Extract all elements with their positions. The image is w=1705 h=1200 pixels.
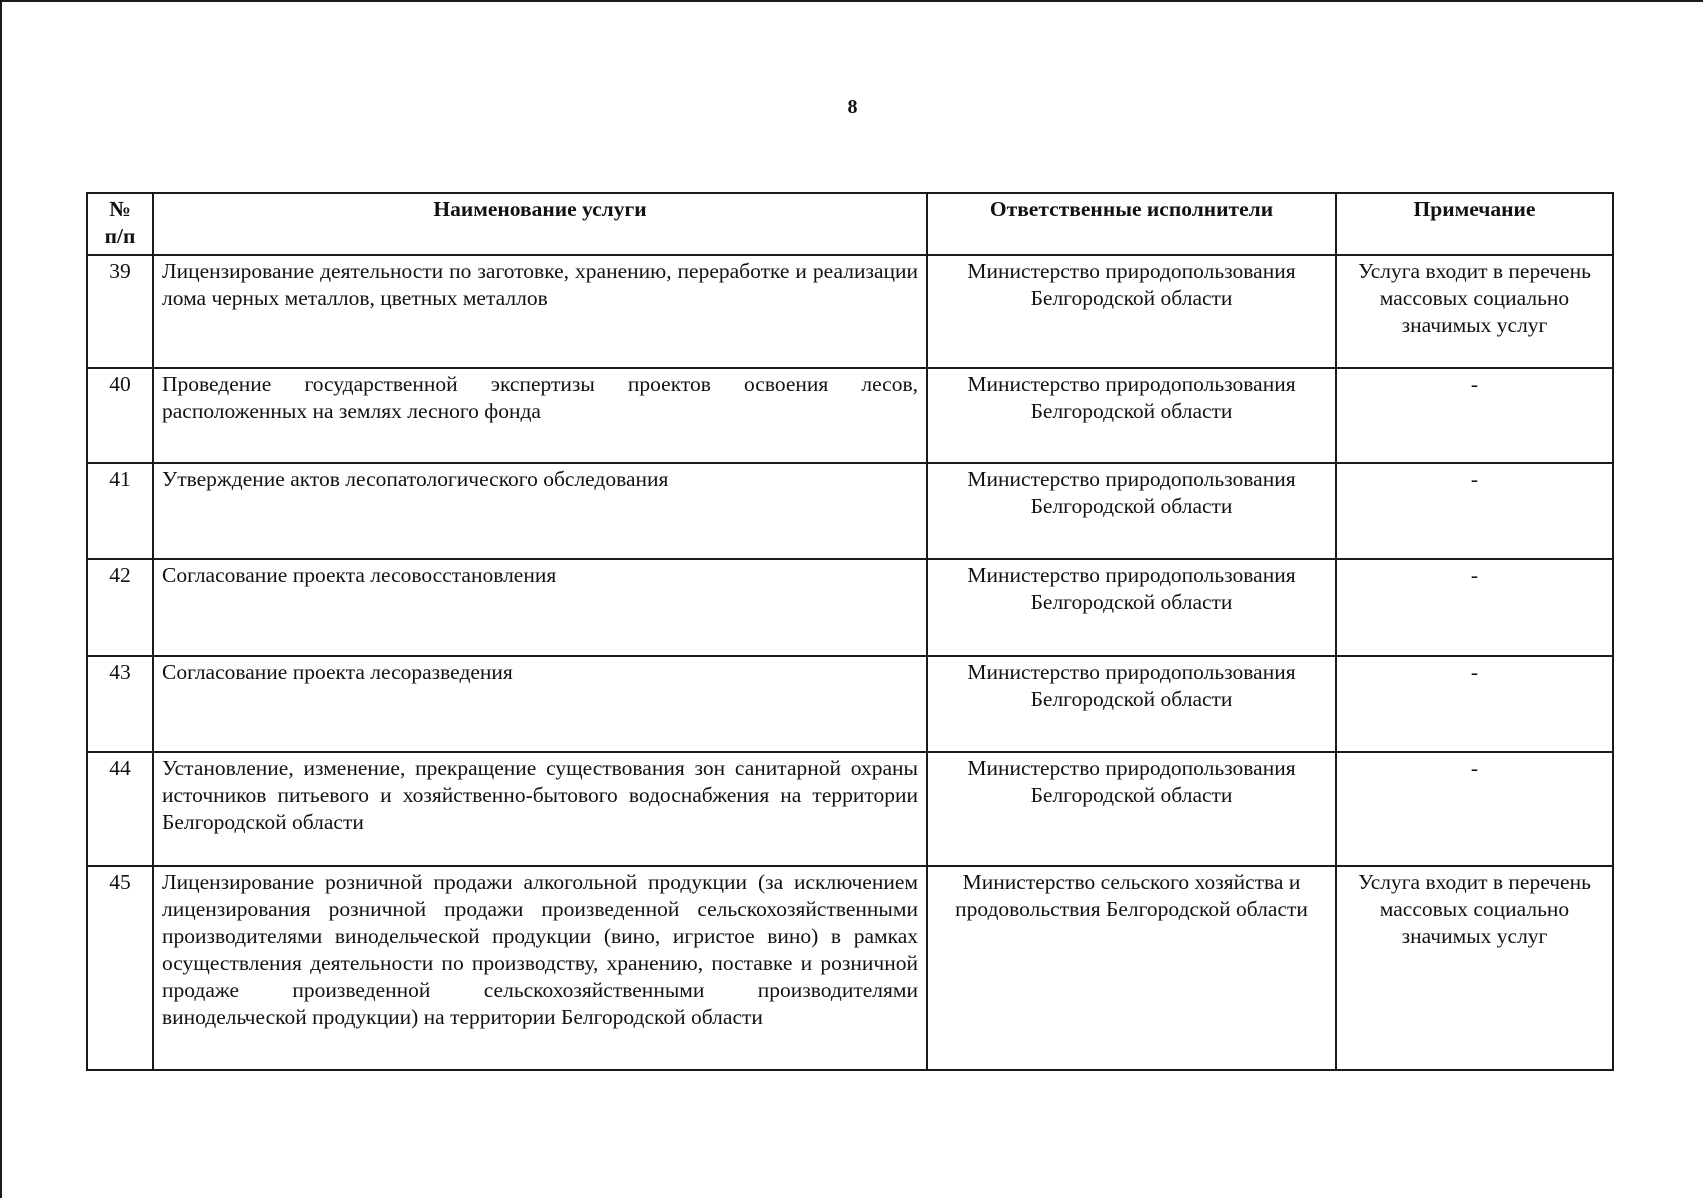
service-name <box>153 463 927 559</box>
note: Услуга входит в перечень массовых социально значимых услуг <box>1336 255 1613 368</box>
note: - <box>1336 368 1613 463</box>
header-responsible: Ответственные исполнители <box>927 193 1336 255</box>
row-number: 41 <box>87 463 153 559</box>
header-number-symbol: № <box>109 197 131 221</box>
service-name <box>153 368 927 463</box>
note: Услуга входит в перечень массовых социально значимых услуг <box>1336 866 1613 1070</box>
service-name-text: Лицензирование деятельности по заготовке, хранению, переработке и реализации лома черных металлов, цветных металлов <box>162 259 918 310</box>
service-name <box>153 559 927 656</box>
responsible-executor: Министерство природопользования Белгородской области <box>927 559 1336 656</box>
note: - <box>1336 752 1613 866</box>
table-row <box>87 255 1613 368</box>
header-number-abbr: п/п <box>104 224 136 248</box>
table-row <box>87 559 1613 656</box>
service-name-text: Согласование проекта лесовосстановления <box>162 563 557 587</box>
service-name-text: Проведение государственной экспертизы проектов освоения лесов, расположенных на землях лесного фонда <box>162 372 918 423</box>
table-header-row <box>87 193 1613 255</box>
service-name-text: Установление, изменение, прекращение существования зон санитарной охраны источников питьевого и хозяйственно-бытового водоснабжения на территории Белгородской области <box>162 756 918 834</box>
page-number: 8 <box>847 96 858 118</box>
row-number: 42 <box>87 559 153 656</box>
services-table <box>86 192 1614 1071</box>
responsible-executor: Министерство природопользования Белгородской области <box>927 463 1336 559</box>
responsible-executor: Министерство природопользования Белгородской области <box>927 255 1336 368</box>
service-name <box>153 866 927 1070</box>
responsible-executor: Министерство сельского хозяйства и продовольствия Белгородской области <box>927 866 1336 1070</box>
table-row <box>87 368 1613 463</box>
service-name <box>153 656 927 752</box>
table-row <box>87 866 1613 1070</box>
header-service-name: Наименование услуги <box>153 193 927 255</box>
table-row <box>87 752 1613 866</box>
table-row <box>87 656 1613 752</box>
service-name <box>153 752 927 866</box>
service-name-text: Лицензирование розничной продажи алкогольной продукции (за исключением лицензирования розничной продажи произведенной сельскохозяйственными производителями винодельческой продукции (вино, игристое вино) в рамках осуществления деятельности по производству, хранению, поставке и розничной продаже произведенной сельскохозяйственными производителями винодельческой продукции) на территории Белгородской области <box>162 870 918 1029</box>
note: - <box>1336 559 1613 656</box>
responsible-executor: Министерство природопользования Белгородской области <box>927 368 1336 463</box>
responsible-executor: Министерство природопользования Белгородской области <box>927 656 1336 752</box>
table-row <box>87 463 1613 559</box>
service-name-text: Утверждение актов лесопатологического обследования <box>162 467 669 491</box>
note: - <box>1336 656 1613 752</box>
row-number: 40 <box>87 368 153 463</box>
responsible-executor: Министерство природопользования Белгородской области <box>927 752 1336 866</box>
service-name-text: Согласование проекта лесоразведения <box>162 660 513 684</box>
service-name <box>153 255 927 368</box>
header-number <box>87 193 153 255</box>
row-number: 43 <box>87 656 153 752</box>
note: - <box>1336 463 1613 559</box>
row-number: 45 <box>87 866 153 1070</box>
row-number: 39 <box>87 255 153 368</box>
row-number: 44 <box>87 752 153 866</box>
header-note: Примечание <box>1336 193 1613 255</box>
